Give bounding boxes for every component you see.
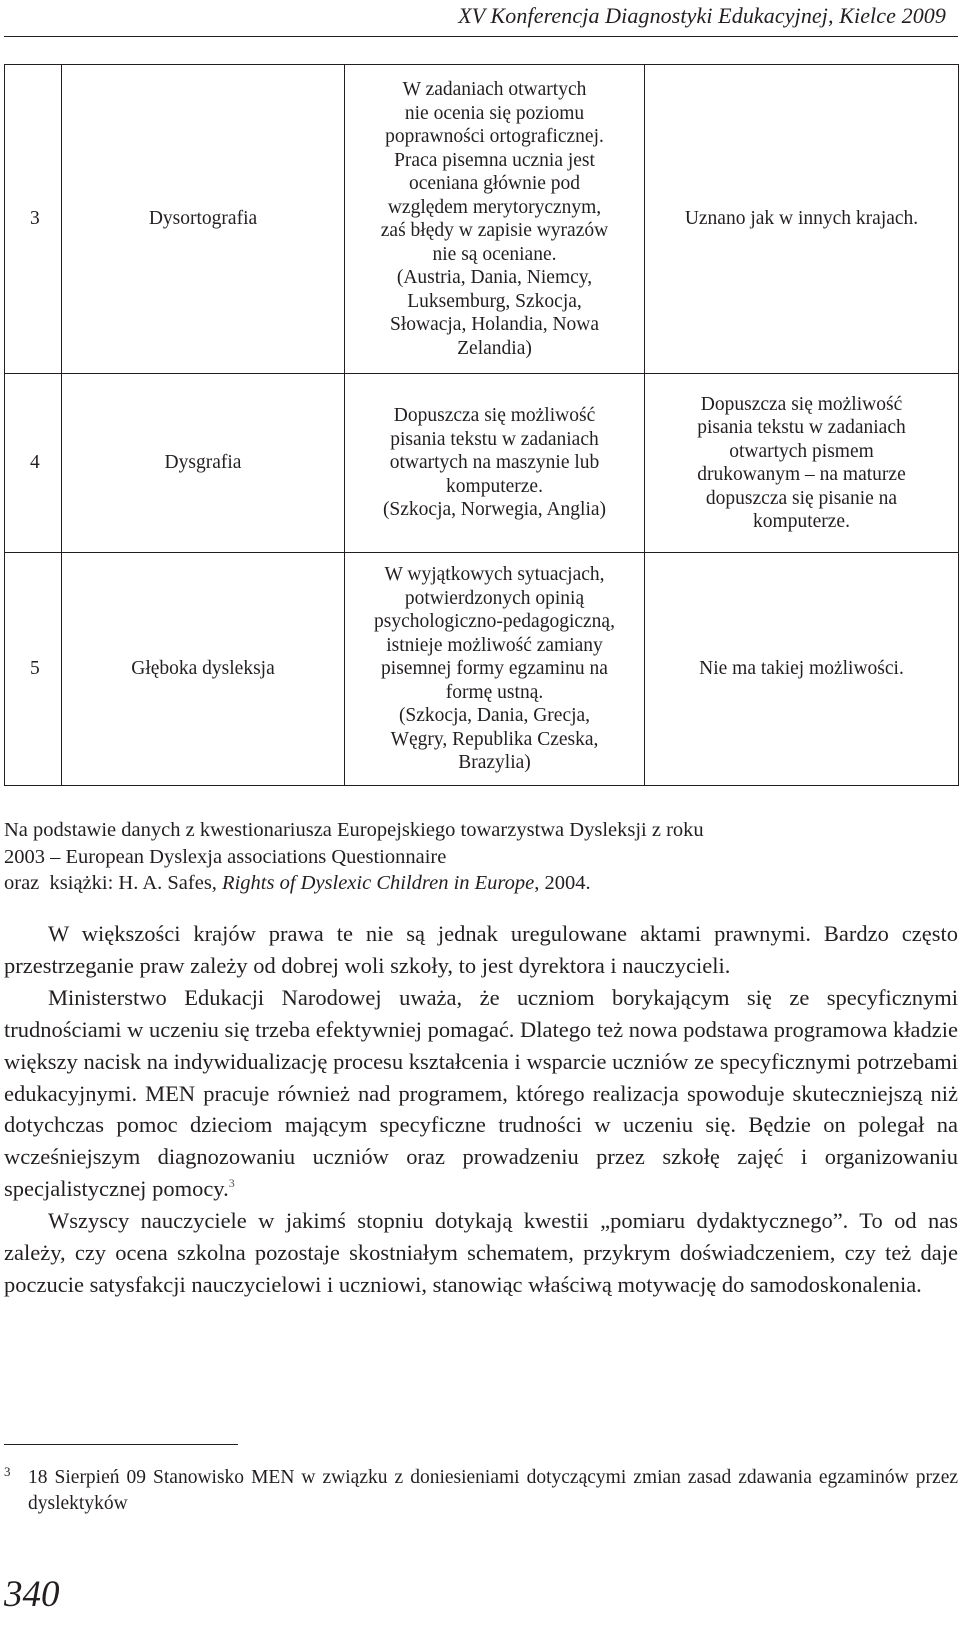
poland-cell: [645, 553, 959, 786]
cell-line: otwartych pismem: [729, 440, 874, 462]
cell-line: dopuszcza się pisanie na: [705, 487, 898, 509]
source-line-1: Na podstawie danych z kwestionariusza Europejskiego towarzystwa Dysleksji z roku: [4, 819, 704, 841]
table-row: [5, 65, 959, 374]
cell-line: zaś błędy w zapisie wyrazów: [380, 220, 609, 241]
book-title: Rights of Dyslexic Children in Europe: [222, 872, 535, 894]
header-rule: [4, 36, 958, 37]
cell-line: Dopuszcza się możliwość: [393, 405, 596, 427]
disorder-name: Głęboka dysleksja: [62, 553, 345, 786]
other-countries-cell: [345, 374, 645, 553]
cell-line: Zelandia): [457, 337, 532, 359]
cell-line: (Austria, Dania, Niemcy,: [396, 267, 593, 288]
cell-line: istnieje możliwość zamiany: [386, 634, 603, 656]
paragraph-2: [4, 982, 958, 1205]
cell-line: otwartych na maszynie lub: [389, 452, 600, 474]
poland-cell: [645, 374, 959, 553]
footnote-separator: [4, 1444, 238, 1445]
cell-line: formę ustną.: [445, 681, 544, 703]
conference-title: XV Konferencja Diagnostyki Edukacyjnej, Kielce 2009: [458, 3, 946, 28]
cell-line: (Szkocja, Dania, Grecja,: [398, 705, 591, 727]
cell-line: względem merytorycznym,: [387, 196, 602, 218]
cell-line: Dopuszcza się możliwość: [700, 393, 903, 415]
cell-line: Uznano jak w innych krajach.: [684, 208, 919, 230]
cell-line: Nie ma takiej możliwości.: [699, 658, 904, 680]
cell-line: nie są oceniane.: [432, 243, 557, 265]
cell-line: drukowanym – na maturze: [697, 464, 906, 485]
disorder-name: Dysgrafia: [62, 374, 345, 553]
paragraph-2-text: Ministerstwo Edukacji Narodowej uważa, że uczniom borykającym się ze specyficznymi trudnościami w uczeniu się trzeba efektywniej pomagać. Dlatego też nowa podstawa programowa kładzie większy nacisk na indywidualizację procesu kształcenia i wsparcie uczniów ze specyficznymi potrzebami edukacyjnymi. MEN pracuje również nad programem, którego realizacja spowoduje skuteczniejszą niż dotychczas pomoc dzieciom mającym specyficzne trudności w uczeniu się. Będzie on polegał na wcześniejszym diagnozowaniu uczniów oraz prowadzeniu przez szkołę zajęć i organizowaniu specjalistycznej pomocy.: [4, 984, 959, 1202]
footnote-reference[interactable]: 3: [228, 1176, 235, 1191]
cell-line: pisania tekstu w zadaniach: [697, 417, 906, 438]
dyslexia-accommodations-table: [4, 64, 959, 786]
footnote-text: 18 Sierpień 09 Stanowisko MEN w związku z doniesieniami dotyczącymi zmian zasad zdawania egzaminów przez dyslektyków: [28, 1467, 958, 1514]
cell-line: komputerze.: [753, 511, 850, 532]
cell-line: Słowacja, Holandia, Nowa: [389, 314, 600, 335]
cell-line: (Szkocja, Norwegia, Anglia): [382, 499, 607, 521]
cell-line: komputerze.: [446, 475, 543, 497]
source-line-3: [4, 870, 958, 897]
poland-cell: [645, 65, 959, 374]
row-number: 3: [5, 65, 62, 374]
cell-line: Praca pisemna ucznia jest: [394, 149, 595, 171]
source-suffix: , 2004.: [534, 872, 591, 894]
source-prefix: oraz książki: H. A. Safes,: [4, 872, 223, 894]
cell-line: W zadaniach otwartych: [402, 79, 587, 100]
cell-line: potwierdzonych opinią: [404, 587, 585, 609]
cell-line: pisania tekstu w zadaniach: [390, 428, 599, 450]
row-number: 5: [5, 553, 62, 786]
table-row: [5, 553, 959, 786]
row-number: 4: [5, 374, 62, 553]
page-number: 340: [4, 1574, 60, 1615]
cell-line: oceniana głównie pod: [408, 173, 581, 194]
table-source-note: [4, 817, 958, 897]
cell-line: poprawności ortograficznej.: [385, 126, 604, 147]
paragraph-3: Wszyscy nauczyciele w jakimś stopniu dotykają kwestii „pomiaru dydaktycznego”. To od nas zależy, czy ocena szkolna pozostaje skostniałym schematem, przykrym doświadczeniem, czy też daje poczucie satysfakcji nauczycielowi i uczniowi, stanowiąc właściwą motywację do samodoskonalenia.: [4, 1208, 958, 1297]
cell-line: Węgry, Republika Czeska,: [390, 728, 599, 750]
running-header: [0, 0, 960, 40]
footnote: [4, 1465, 958, 1517]
other-countries-cell: [345, 65, 645, 374]
disorder-name: Dysortografia: [62, 65, 345, 374]
cell-line: psychologiczno-pedagogiczną,: [374, 611, 615, 633]
other-countries-cell: [345, 553, 645, 786]
cell-line: pisemnej formy egzaminu na: [381, 658, 608, 680]
table-row: [5, 374, 959, 553]
cell-line: Brazylia): [458, 752, 531, 774]
paragraph-1: W większości krajów prawa te nie są jednak uregulowane aktami prawnymi. Bardzo często przestrzeganie praw zależy od dobrej woli szkoły, to jest dyrektora i nauczycieli.: [4, 921, 958, 978]
cell-line: nie ocenia się poziomu: [404, 102, 585, 124]
cell-line: Luksemburg, Szkocja,: [407, 290, 582, 312]
source-line-2: 2003 – European Dyslexja associations Questionnaire: [4, 845, 447, 868]
cell-line: W wyjątkowych sytuacjach,: [384, 564, 605, 586]
footnote-mark: 3: [4, 1464, 11, 1479]
body-text: [4, 918, 958, 1301]
